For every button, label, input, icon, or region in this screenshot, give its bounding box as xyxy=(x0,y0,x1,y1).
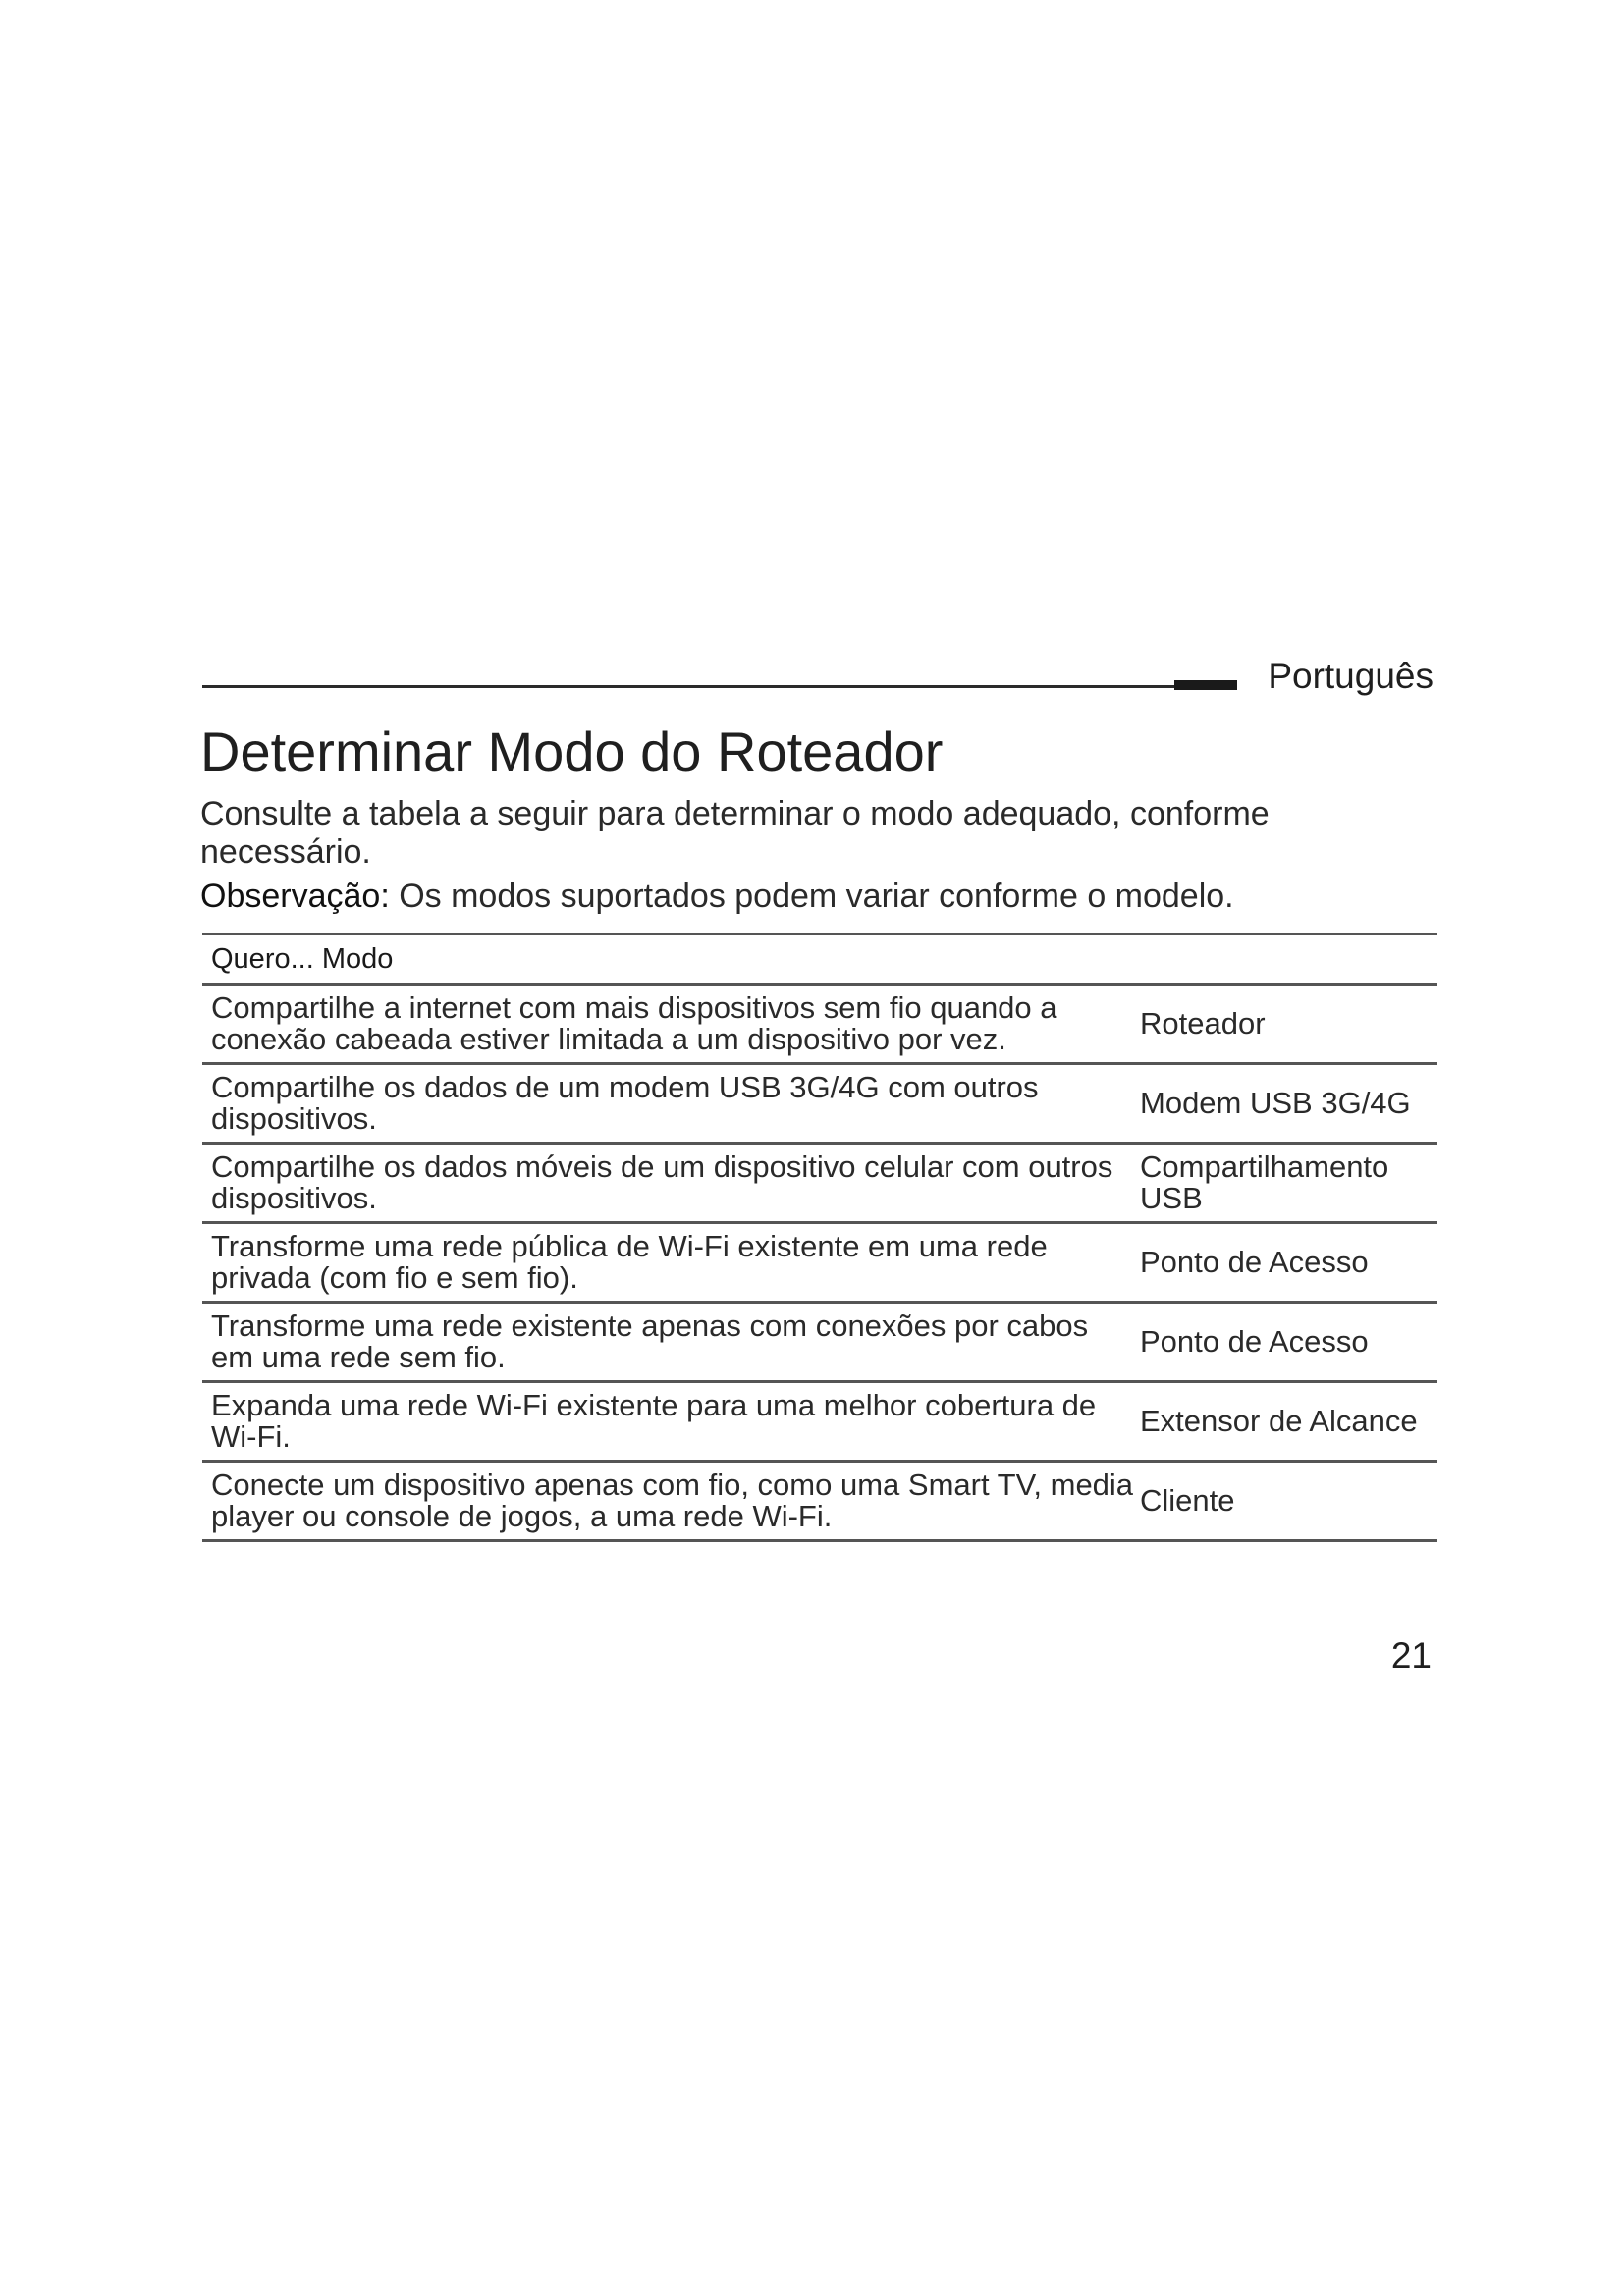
page-title: Determinar Modo do Roteador xyxy=(200,721,944,782)
table-row xyxy=(202,1382,1437,1462)
page-number: 21 xyxy=(1390,1635,1432,1676)
table-header-row xyxy=(202,934,1437,985)
table-row xyxy=(202,1303,1437,1382)
want-cell: Expanda uma rede Wi-Fi existente para uma melhor cobertura de Wi-Fi. xyxy=(211,1388,1097,1454)
language-label: Português xyxy=(1268,656,1434,696)
header-rule xyxy=(202,685,1233,688)
table-row xyxy=(202,1144,1437,1223)
table-header: Quero... Modo xyxy=(211,942,394,975)
table-row xyxy=(202,985,1437,1064)
note-text: Os modos suportados podem variar conforme o modelo. xyxy=(389,878,1234,915)
want-cell: Transforme uma rede pública de Wi-Fi existente em uma rede privada (com fio e sem fio). xyxy=(211,1229,1048,1295)
mode-cell: Modem USB 3G/4G xyxy=(1140,1086,1411,1120)
want-cell: Compartilhe os dados móveis de um dispositivo celular com outros dispositivos. xyxy=(211,1149,1113,1215)
want-cell: Compartilhe os dados de um modem USB 3G/4G com outros dispositivos. xyxy=(211,1070,1039,1136)
mode-cell: Compartilhamento USB xyxy=(1140,1149,1389,1215)
mode-cell: Cliente xyxy=(1140,1483,1235,1518)
note-label: Observação: xyxy=(200,878,390,915)
mode-table xyxy=(202,933,1437,1542)
mode-cell: Ponto de Acesso xyxy=(1140,1245,1369,1279)
mode-cell: Extensor de Alcance xyxy=(1140,1404,1418,1438)
table-row xyxy=(202,1064,1437,1144)
want-cell: Conecte um dispositivo apenas com fio, como uma Smart TV, media player ou console de jogos, a uma rede Wi-Fi. xyxy=(211,1468,1134,1533)
table-row xyxy=(202,1462,1437,1541)
mode-cell: Ponto de Acesso xyxy=(1140,1324,1369,1359)
note-paragraph xyxy=(200,877,1234,916)
header-rule-marker xyxy=(1174,680,1237,690)
intro-paragraph: Consulte a tabela a seguir para determinar o modo adequado, conforme necessário. xyxy=(200,795,1270,871)
want-cell: Compartilhe a internet com mais dispositivos sem fio quando a conexão cabeada estiver limitada a um dispositivo por vez. xyxy=(211,990,1057,1056)
table-row xyxy=(202,1223,1437,1303)
mode-cell: Roteador xyxy=(1140,1006,1266,1041)
want-cell: Transforme uma rede existente apenas com conexões por cabos em uma rede sem fio. xyxy=(211,1308,1089,1374)
